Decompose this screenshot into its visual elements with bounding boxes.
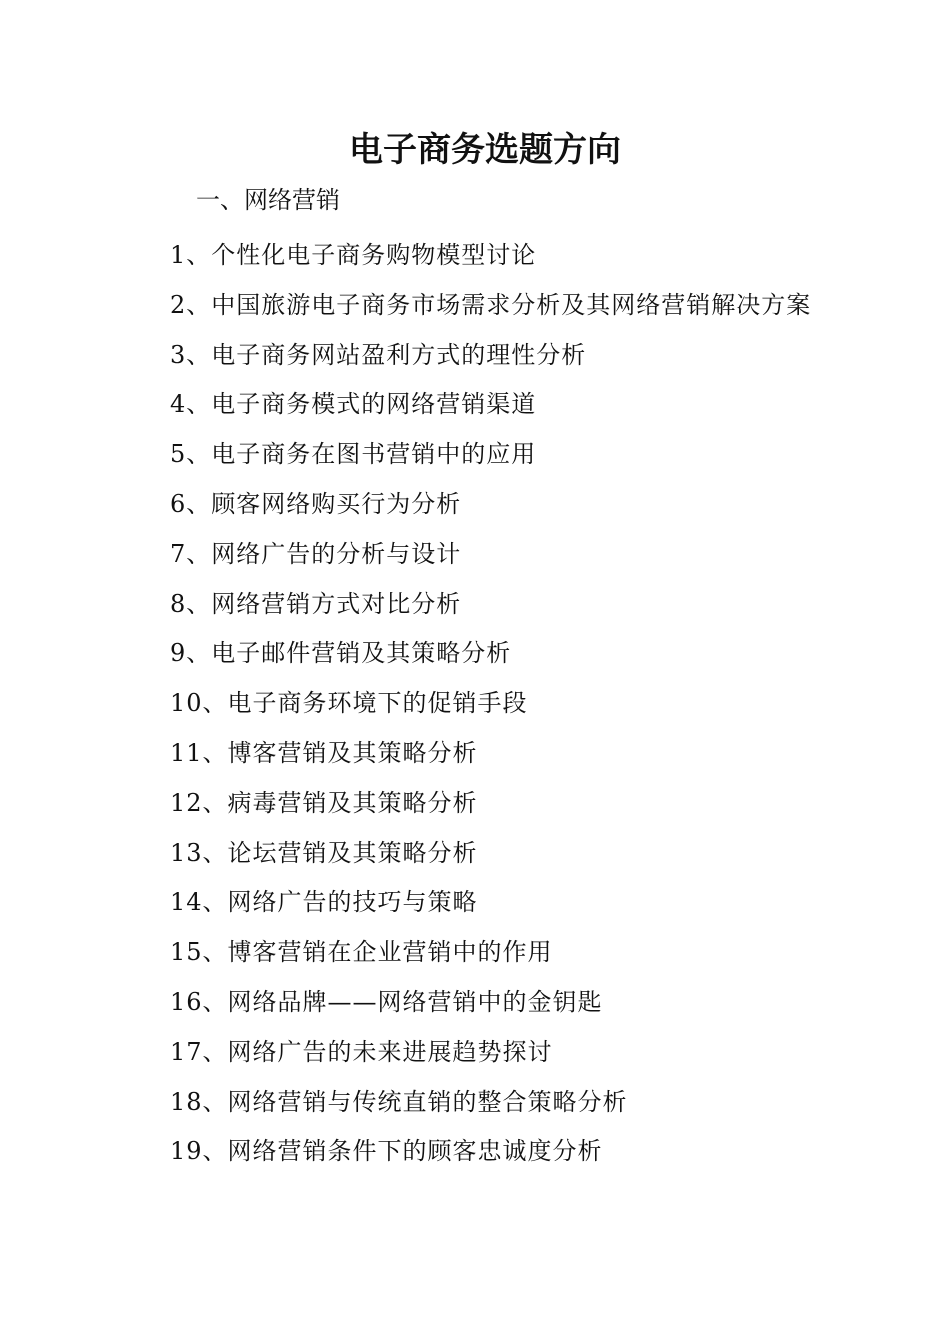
list-item: 3、电子商务网站盈利方式的理性分析 <box>170 340 587 369</box>
list-item: 16、网络品牌——网络营销中的金钥匙 <box>170 987 603 1016</box>
list-item: 14、网络广告的技巧与策略 <box>170 888 478 917</box>
list-item: 7、网络广告的分析与设计 <box>170 539 462 568</box>
list-item: 9、电子邮件营销及其策略分析 <box>170 639 512 668</box>
list-item: 17、网络广告的未来进展趋势探讨 <box>170 1037 553 1066</box>
list-item: 1、个性化电子商务购物模型讨论 <box>170 241 537 269</box>
list-item: 8、网络营销方式对比分析 <box>170 589 462 618</box>
list-item: 15、博客营销在企业营销中的作用 <box>170 938 553 967</box>
topic-list <box>144 231 814 1177</box>
list-item: 18、网络营销与传统直销的整合策略分析 <box>170 1087 628 1116</box>
list-item: 11、博客营销及其策略分析 <box>170 738 478 767</box>
list-item: 4、电子商务模式的网络营销渠道 <box>170 390 537 419</box>
list-item: 13、论坛营销及其策略分析 <box>170 838 478 867</box>
page-title: 电子商务选题方向 <box>349 130 621 170</box>
list-item: 2、中国旅游电子商务市场需求分析及其网络营销解决方案 <box>170 290 812 319</box>
list-item: 10、电子商务环境下的促销手段 <box>170 689 528 718</box>
section-heading: 一、网络营销 <box>196 186 340 214</box>
list-item: 5、电子商务在图书营销中的应用 <box>170 440 537 469</box>
list-item: 12、病毒营销及其策略分析 <box>170 788 478 817</box>
list-item: 6、顾客网络购买行为分析 <box>170 489 462 518</box>
list-item: 19、网络营销条件下的顾客忠诚度分析 <box>170 1137 603 1166</box>
